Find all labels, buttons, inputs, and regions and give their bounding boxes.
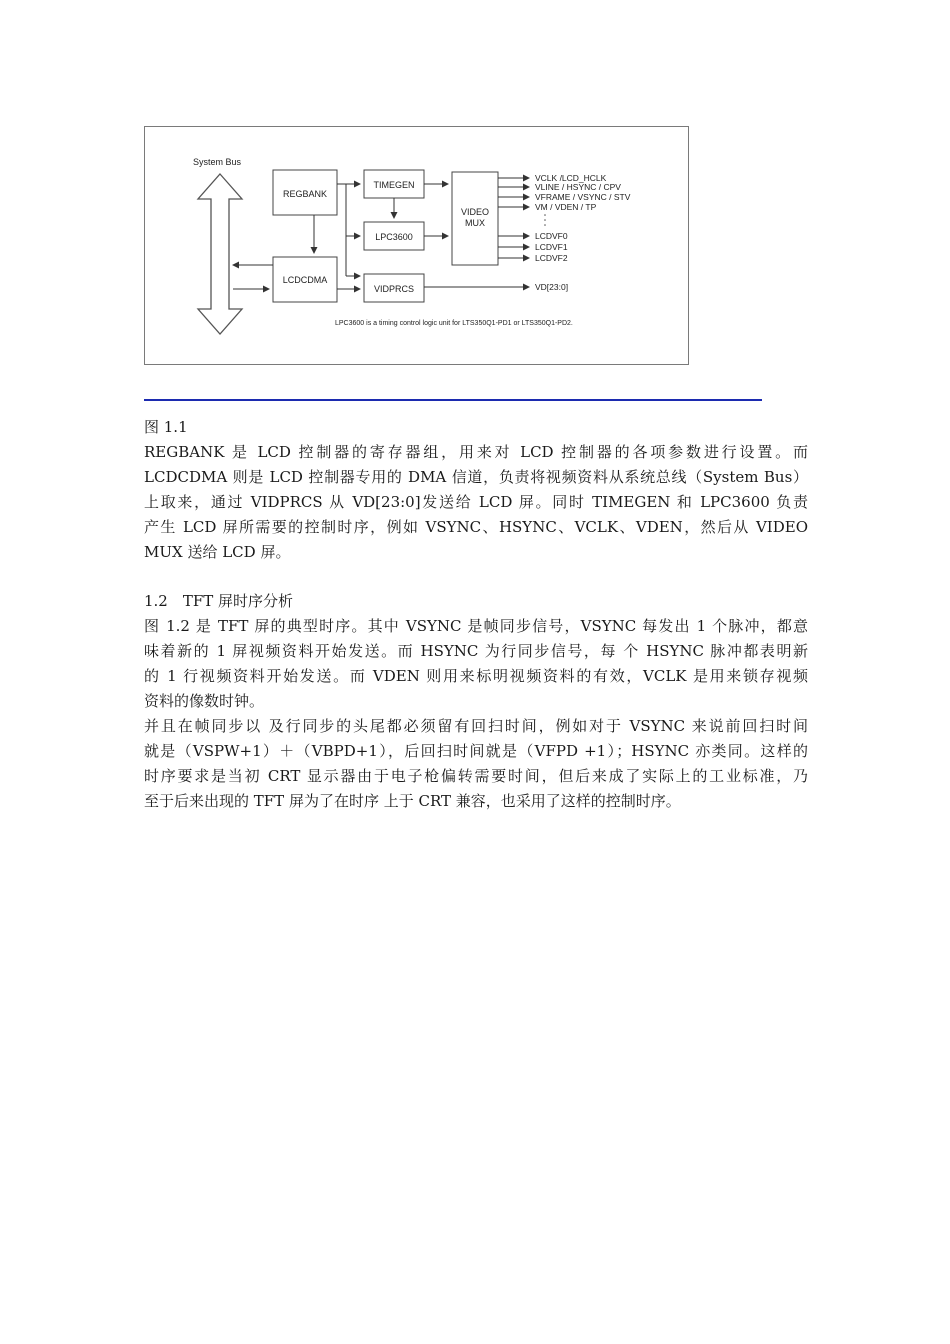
heading-text: 1.2 TFT 屏时序分析 [144, 592, 294, 610]
horizontal-rule [144, 399, 762, 401]
lpc3600-label: LPC3600 [375, 232, 413, 242]
video-mux-label-line1: VIDEO [460, 207, 490, 217]
para1-line: LCDCDMA 则是 LCD 控制器专用的 DMA 信道，负责将视频资料从系统总线（System Bus） [144, 468, 808, 486]
output-label-lcdvf2: LCDVF2 [535, 253, 568, 263]
figure-caption [144, 415, 808, 440]
lcd-controller-block-diagram [144, 126, 689, 365]
output-label-lcdvf0: LCDVF0 [535, 231, 568, 241]
paragraph-2 [144, 614, 808, 714]
diagram-canvas [145, 127, 690, 366]
output-label-vclk: VCLK /LCD_HCLK [535, 173, 607, 183]
para2-line: 资料的像数时钟。 [144, 692, 265, 710]
para3-line: 并且在帧同步以 及行同步的头尾都必须留有回扫时间，例如对于 VSYNC 来说前回扫时间 [144, 717, 808, 735]
paragraph-3 [144, 714, 808, 814]
system-bus-arrow [198, 174, 242, 334]
timegen-label: TIMEGEN [373, 180, 415, 190]
diagram-footnote: LPC3600 is a timing control logic unit for LTS350Q1-PD1 or LTS350Q1-PD2. [335, 320, 573, 327]
para1-line: 上取来，通过 VIDPRCS 从 VD[23:0]发送给 LCD 屏。同时 TIMEGEN 和 LPC3600 负责 [144, 493, 808, 511]
para3-line: 时序要求是当初 CRT 显示器由于电子枪偏转需要时间，但后来成了实际上的工业标准，乃 [144, 767, 808, 785]
para1-line: MUX 送给 LCD 屏。 [144, 543, 291, 561]
para3-line: 就是（VSPW+1）＋（VBPD+1），后回扫时间就是（VFPD +1）；HSYNC 亦类同。这样的 [144, 742, 808, 760]
output-label-vm: VM / VDEN / TP [535, 202, 597, 212]
para2-line: 味着新的 1 屏视频资料开始发送。而 HSYNC 为行同步信号，每 个 HSYNC 脉冲都表明新 [144, 642, 808, 660]
regbank-label: REGBANK [282, 189, 328, 199]
output-label-vline: VLINE / HSYNC / CPV [535, 182, 621, 192]
video-mux-label-line2: MUX [465, 218, 485, 228]
output-label-vframe: VFRAME / VSYNC / STV [535, 192, 631, 202]
vidprcs-label: VIDPRCS [373, 284, 415, 294]
output-label-lcdvf1: LCDVF1 [535, 242, 568, 252]
paragraph-1 [144, 440, 808, 565]
para1-line: REGBANK 是 LCD 控制器的寄存器组，用来对 LCD 控制器的各项参数进行设置。而 [144, 443, 808, 461]
ellipsis-dots [544, 214, 546, 226]
output-label-vd: VD[23:0] [535, 282, 569, 292]
para2-line: 图 1.2 是 TFT 屏的典型时序。其中 VSYNC 是帧同步信号，VSYNC 每发出 1 个脉冲，都意 [144, 617, 808, 635]
para3-line: 至于后来出现的 TFT 屏为了在时序 上于 CRT 兼容，也采用了这样的控制时序。 [144, 792, 681, 810]
system-bus-label: System Bus [193, 157, 242, 167]
lcdcdma-label: LCDCDMA [282, 275, 328, 285]
caption-text: 图 1.1 [144, 418, 188, 436]
para2-line: 的 1 行视频资料开始发送。而 VDEN 则用来标明视频资料的有效，VCLK 是用来锁存视频 [144, 667, 808, 685]
section-heading [144, 589, 808, 614]
para1-line: 产生 LCD 屏所需要的控制时序，例如 VSYNC、HSYNC、VCLK、VDEN，然后从 VIDEO [144, 518, 808, 536]
